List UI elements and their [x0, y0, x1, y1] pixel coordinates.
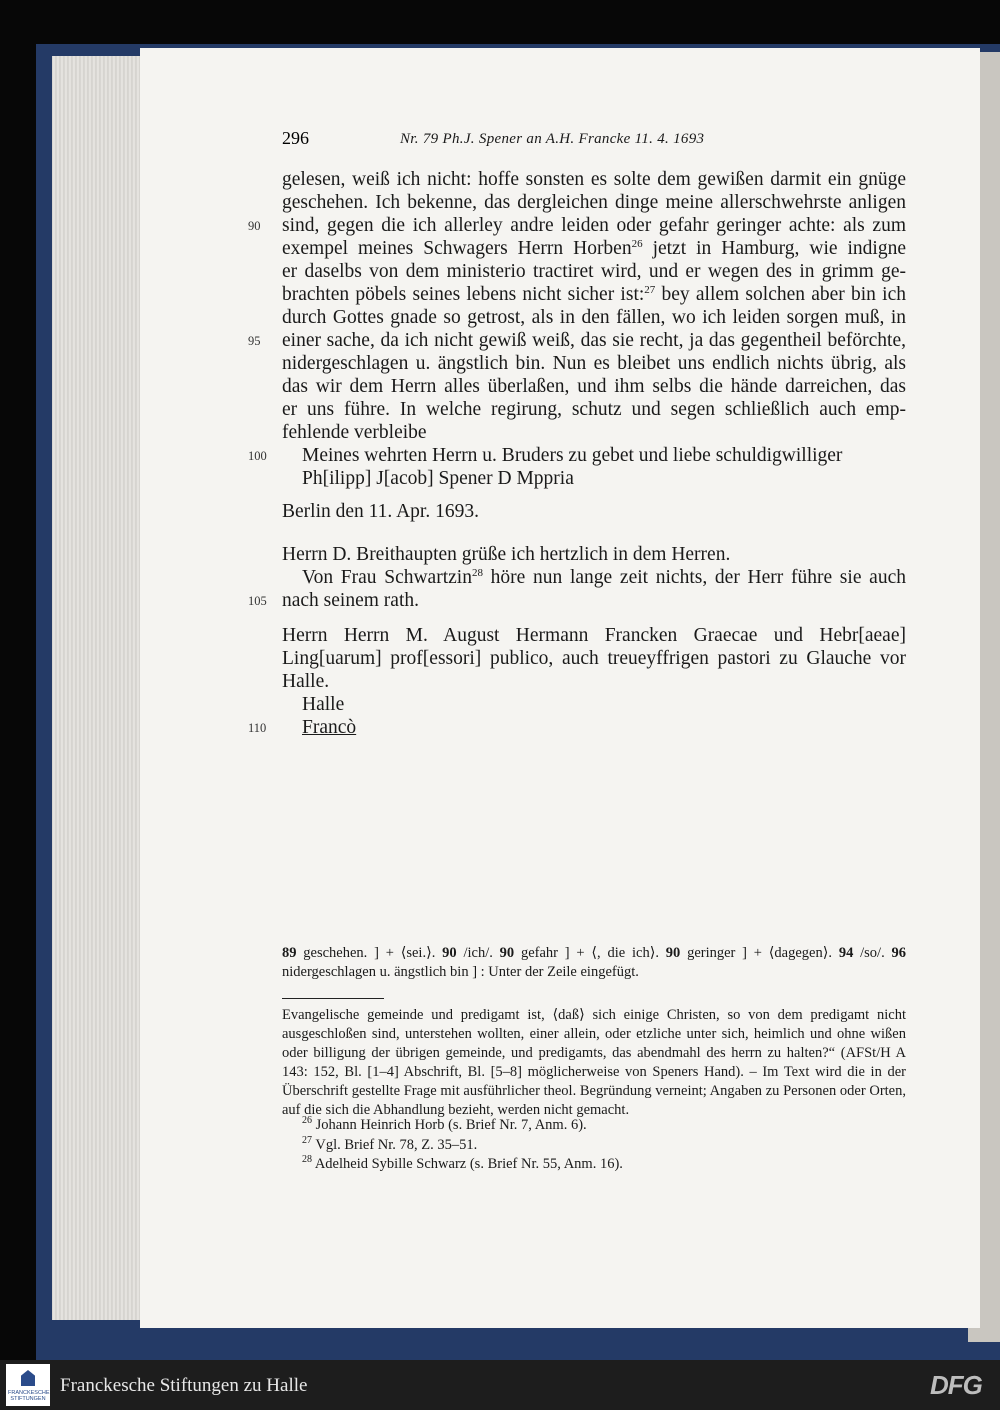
footnote-text: Johann Heinrich Horb (s. Brief Nr. 7, Anm. 6). — [312, 1117, 587, 1133]
line-text: einer sache, da ich nicht gewiß weiß, das sie recht, ja das gegentheil beförchte, — [282, 330, 906, 351]
line-text: sind, gegen die ich allerley andre leiden oder gefahr geringer achte: als zum — [282, 215, 906, 236]
line-text: Meines wehrten Herrn u. Bruders zu gebet und liebe schuldigwilliger — [302, 445, 843, 466]
line-text: jetzt in Hamburg, wie indigne — [642, 238, 906, 259]
text-line — [282, 693, 906, 716]
line-text: gelesen, weiß ich nicht: hoffe sonsten es solte dem gewißen darmit ein gnüge — [282, 169, 906, 190]
text-line — [282, 283, 906, 306]
line-number: 100 — [248, 449, 267, 463]
text-line — [282, 191, 906, 214]
footnote — [302, 1137, 477, 1154]
apparatus-entry: gefahr ] + ⟨, die ich⟩. — [514, 945, 666, 961]
footnote-rule — [282, 998, 384, 999]
apparatus-line-ref: 94 — [838, 945, 854, 961]
institution-name: Franckesche Stiftungen zu Halle — [60, 1375, 308, 1396]
footnote-marker[interactable]: 28 — [471, 567, 483, 579]
footnote-number: 27 — [302, 1135, 312, 1146]
text-line — [282, 237, 906, 260]
apparatus-line-ref: 89 — [282, 945, 297, 961]
page-stack-edge — [52, 56, 142, 1320]
apparatus-line-ref: 90 — [499, 945, 515, 961]
line-text: das wir dem Herrn alles überlaßen, und ihm selbs die hände darreichen, das — [282, 376, 906, 397]
line-number: 110 — [248, 721, 267, 735]
line-number: 105 — [248, 594, 267, 608]
line-text: Ph[ilipp] J[acob] Spener D Mppria — [302, 468, 574, 489]
text-line — [282, 352, 906, 375]
line-text: bey allem solchen aber bin ich — [655, 284, 906, 305]
apparatus-entry: geschehen. ] + ⟨sei.⟩. — [296, 945, 443, 961]
line-text: nach seinem rath. — [282, 590, 419, 611]
apparatus-entry: geringer ] + ⟨dagegen⟩. — [680, 945, 839, 961]
page-number: 296 — [282, 128, 309, 148]
critical-apparatus — [282, 944, 906, 982]
text-line — [282, 260, 906, 283]
logo-text: FRANCKESCHE STIFTUNGEN — [8, 1390, 50, 1402]
text-line — [282, 375, 906, 398]
line-number: 95 — [248, 334, 261, 348]
line-text: er uns führe. In welche regirung, schutz und segen schließlich auch emp- — [282, 399, 906, 420]
footnote-text: Adelheid Sybille Schwarz (s. Brief Nr. 55, Anm. 16). — [312, 1156, 623, 1172]
line-text: Herrn D. Breithaupten grüße ich hertzlich in dem Herren. — [282, 544, 731, 565]
text-line — [282, 647, 906, 670]
text-line — [282, 306, 906, 329]
line-text: Halle. — [282, 671, 330, 692]
text-line — [282, 566, 906, 589]
apparatus-line-ref: 96 — [891, 945, 906, 961]
footnote-marker[interactable]: 26 — [631, 238, 643, 250]
line-number: 90 — [248, 219, 261, 233]
line-text: fehlende verbleibe — [282, 422, 427, 443]
building-icon — [21, 1370, 35, 1386]
footnote — [302, 1156, 623, 1173]
text-line — [282, 329, 906, 352]
dfg-logo[interactable]: DFG — [930, 1370, 982, 1400]
line-text: höre nun lange zeit nichts, der Herr führe sie auch — [482, 567, 906, 588]
text-line — [282, 168, 906, 191]
text-line — [282, 670, 906, 693]
line-text: er daselbs von dem ministerio tractiret wird, und er wegen des in grimm ge- — [282, 261, 906, 282]
text-line — [282, 421, 906, 444]
text-line — [282, 500, 906, 523]
running-title: Nr. 79 Ph.J. Spener an A.H. Francke 11. 4. 1693 — [400, 131, 705, 147]
text-line — [282, 589, 906, 612]
line-text: Herrn Herrn M. August Hermann Francken Graecae und Hebr[aeae] — [282, 625, 906, 646]
text-line — [282, 716, 906, 739]
text-line — [282, 214, 906, 237]
text-line — [282, 543, 906, 566]
footnote-number: 26 — [302, 1115, 312, 1126]
apparatus-entry: nidergeschlagen u. ängstlich bin ] : Unter der Zeile eingefügt. — [282, 964, 639, 980]
footnote-text: Vgl. Brief Nr. 78, Z. 35–51. — [312, 1137, 478, 1153]
line-text: Francò — [302, 717, 357, 738]
footnote-continuation: Evangelische gemeinde und predigamt ist, ⟨daß⟩ sich einige Christen, so von dem predigamt nicht ausgeschloßen sind, unterstehen wollten, einer allein, oder etzliche unter sich, heimlich und ohne wißen oder billigung der übrigen gemeinde, und predigamts, das abendmahl des herrn zu halten?“ (AFSt/H A 143: 152, Bl. [1–4] Abschrift, Bl. [5–8] möglicherweise von Speners Hand). – Im Text wird die in der Überschrift gestellte Frage mit ausführlicher theol. Begründung verneint; Angaben zu Personen oder Orten, auf die sich die Abhandlung bezieht, werden nicht gemacht. — [282, 1007, 906, 1118]
line-text: geschehen. Ich bekenne, das dergleichen dinge meine allerschwehrste anligen — [282, 192, 906, 213]
line-text: Ling[uarum] prof[essori] publico, auch treueyffrigen pastori zu Glauche vor — [282, 648, 906, 669]
text-line — [282, 444, 906, 467]
apparatus-line-ref: 90 — [665, 945, 681, 961]
line-text: Berlin den 11. Apr. 1693. — [282, 501, 479, 522]
apparatus-entry: /ich/. — [456, 945, 500, 961]
apparatus-entry: /so/. — [853, 945, 892, 961]
line-text: Von Frau Schwartzin — [302, 567, 472, 588]
text-line — [282, 398, 906, 421]
footnote — [302, 1117, 587, 1134]
line-text: nidergeschlagen u. ängstlich bin. Nun es bleibet uns endlich nichts übrig, als — [282, 353, 906, 374]
line-text: brachten pöbels seines lebens nicht sicher ist: — [282, 284, 645, 305]
footnote-number: 28 — [302, 1154, 312, 1165]
line-text: Halle — [302, 694, 345, 715]
apparatus-line-ref: 90 — [442, 945, 457, 961]
line-text: exempel meines Schwagers Herrn Horben — [282, 238, 632, 259]
text-line — [282, 624, 906, 647]
franckesche-logo[interactable] — [6, 1364, 50, 1406]
footnote-marker[interactable]: 27 — [644, 284, 656, 296]
text-line — [282, 467, 906, 490]
line-text: durch Gottes gnade so getrost, als in den fällen, wo ich leiden sorgen muß, in — [282, 307, 906, 328]
